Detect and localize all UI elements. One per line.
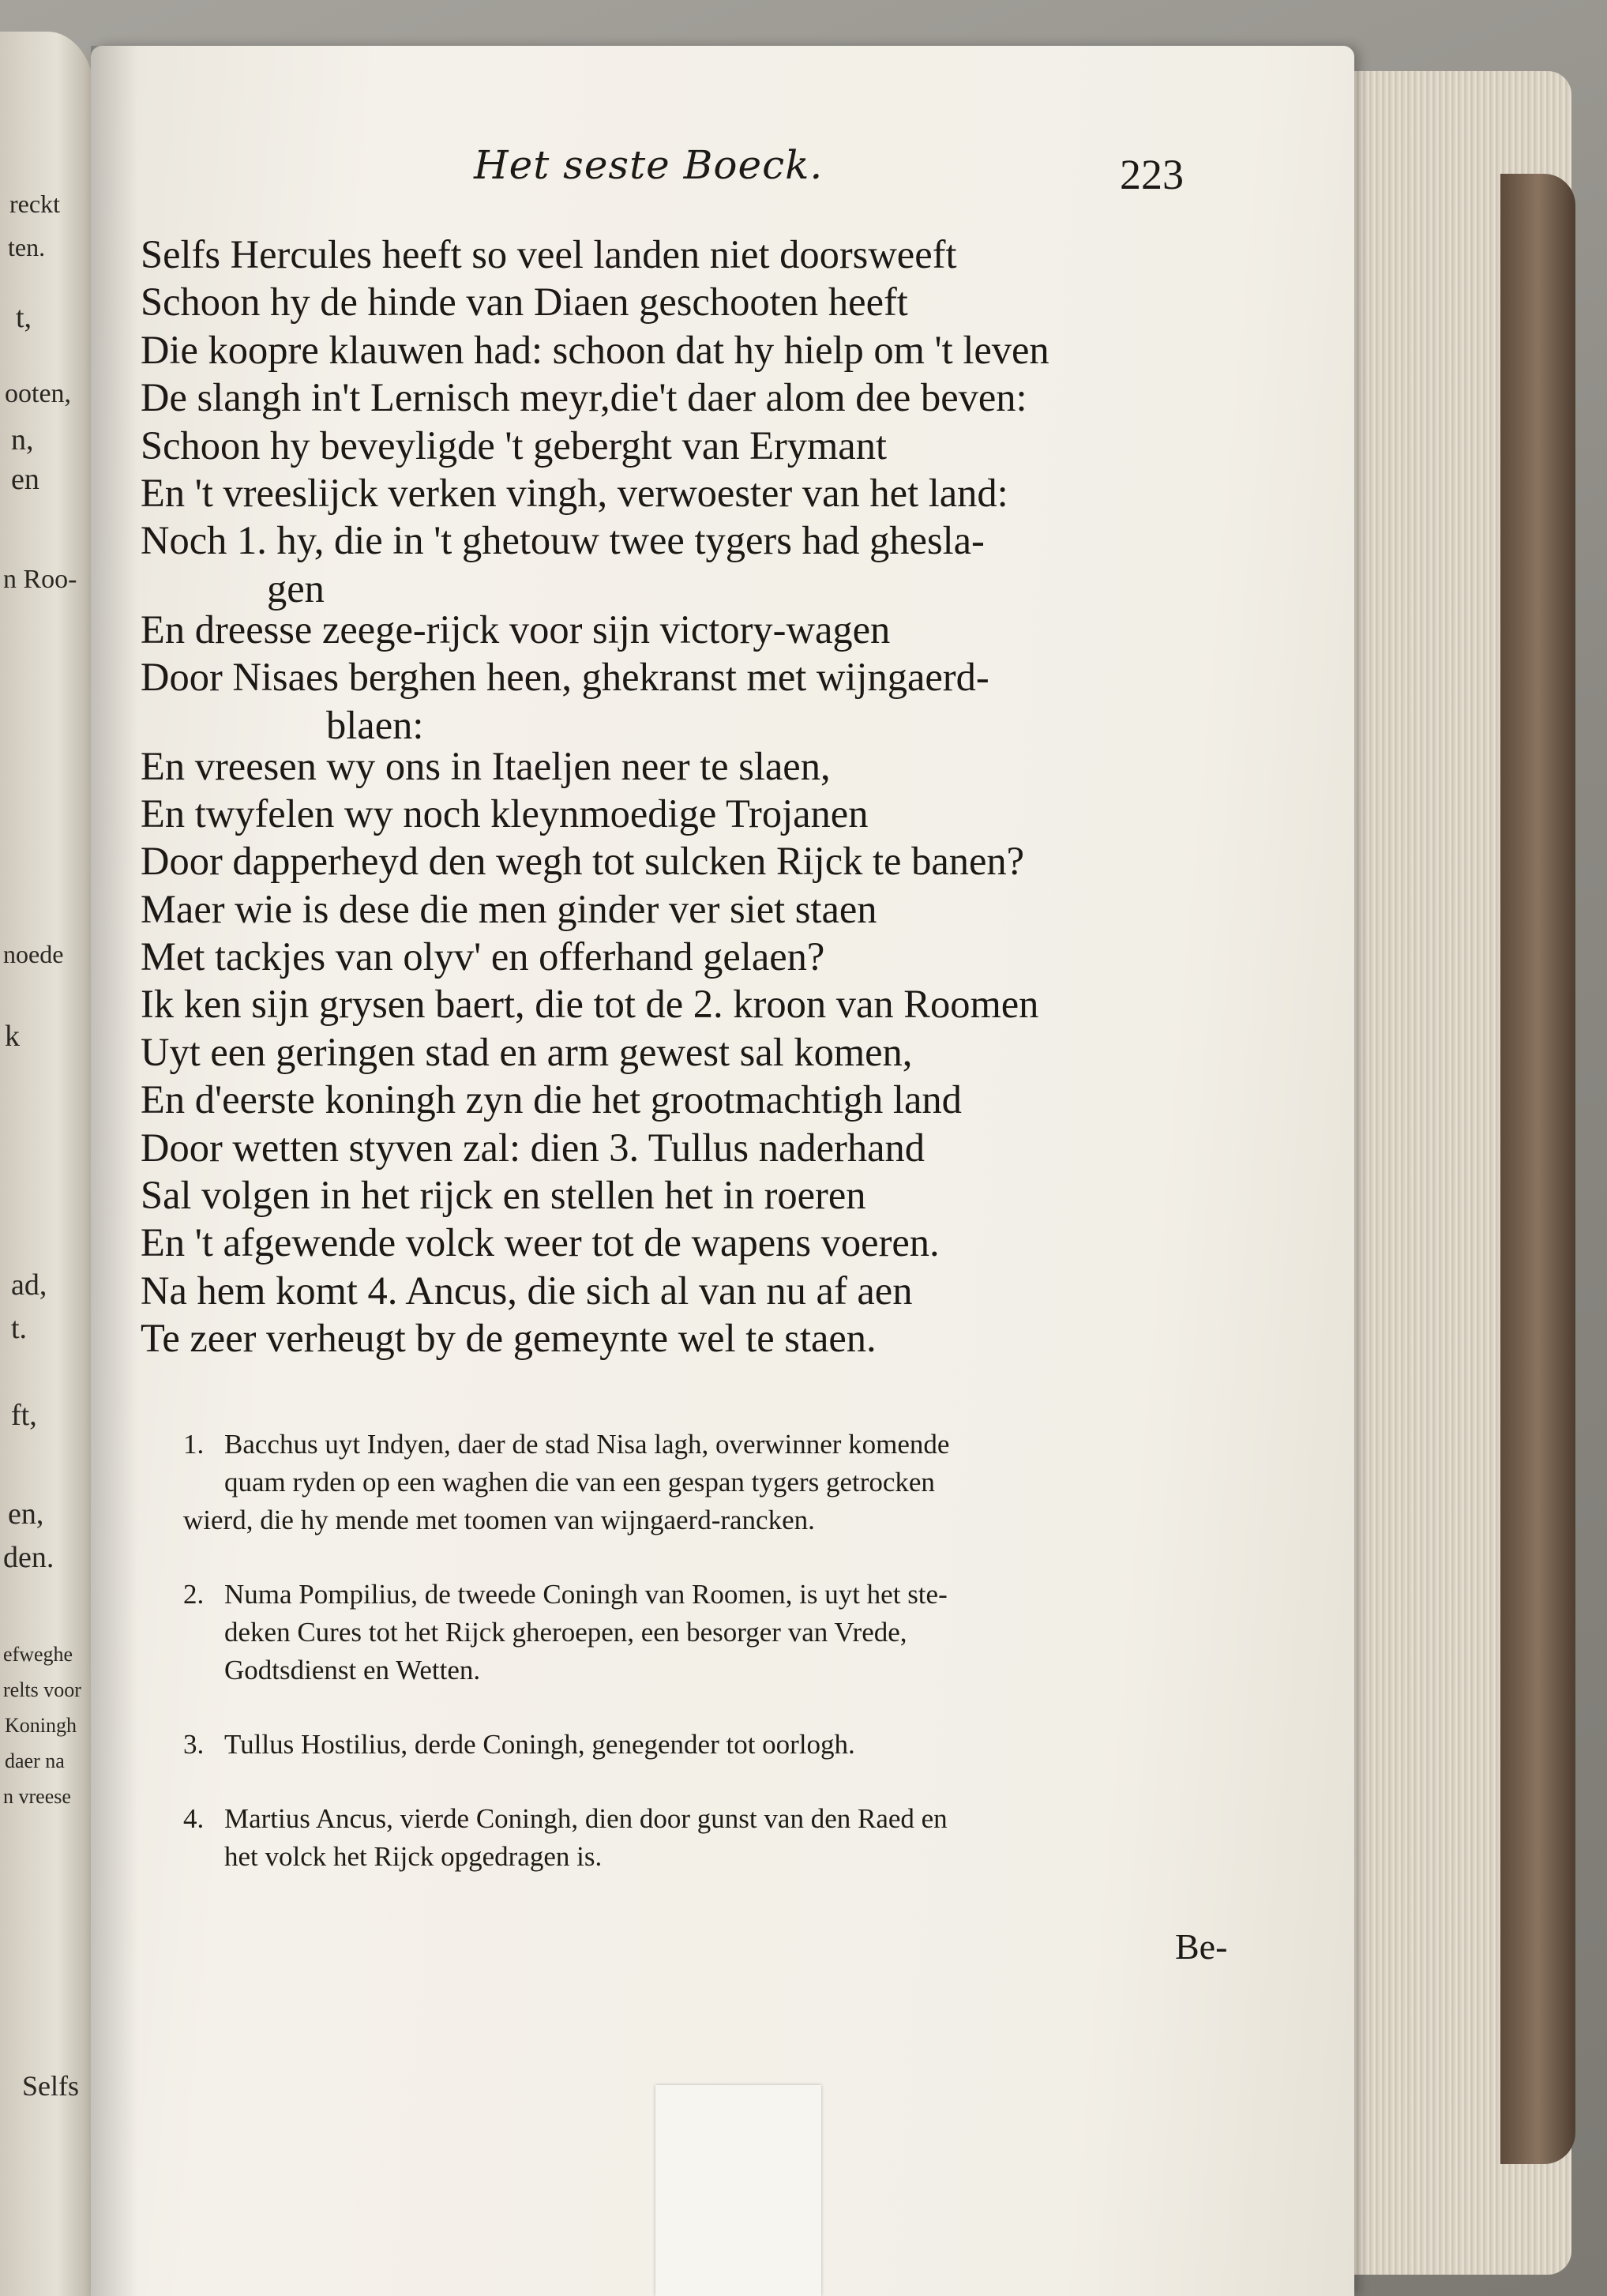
footnote-line: Numa Pompilius, de tweede Coningh van Roomen, is uyt het ste- (224, 1579, 948, 1610)
verse-line: Door dapperheyd den wegh tot sulcken Rijck te banen? (141, 839, 1025, 884)
footnote-line: Martius Ancus, vierde Coningh, dien door gunst van den Raed en (224, 1803, 948, 1834)
footnotes (183, 1426, 1257, 1912)
footnote (183, 1800, 1257, 1876)
verse-line: Door Nisaes berghen heen, ghekranst met wijngaerd- (141, 655, 989, 700)
verse-line: Noch 1. hy, die in 't ghetouw twee tygers had ghesla- (141, 518, 985, 563)
facing-page-fragment: ooten, (5, 379, 72, 408)
facing-page-fragment: n Roo- (3, 565, 77, 594)
verse-line: Schoon hy beveyligde 't geberght van Erymant (141, 423, 888, 468)
facing-page-fragment: noede (3, 940, 64, 968)
facing-page-fragment: reckt (9, 190, 60, 218)
facing-page-fragment: ad, (11, 1268, 47, 1302)
verse-line: Schoon hy de hinde van Diaen geschooten heeft (141, 280, 908, 325)
footnote-line: wierd, die hy mende met toomen van wijngaerd-rancken. (183, 1505, 815, 1535)
footnote (183, 1426, 1257, 1539)
verse-line: Met tackjes van olyv' en offerhand gelaen? (141, 934, 825, 979)
facing-page-fragment: daer na (5, 1749, 65, 1772)
verse-line: Na hem komt 4. Ancus, die sich al van nu af aen (141, 1268, 913, 1313)
verse-line: Uyt een geringen stad en arm gewest sal komen, (141, 1029, 913, 1074)
verse-line: En dreesse zeege-rijck voor sijn victory-wagen (141, 607, 891, 652)
footnote-line: deken Cures tot het Rijck gheroepen, een besorger van Vrede, (224, 1617, 907, 1648)
verse-line: Maer wie is dese die men ginder ver siet staen (141, 886, 877, 931)
verse-line: Selfs Hercules heeft so veel landen niet doorsweeft (141, 232, 957, 276)
facing-page-fragment: ten. (8, 233, 46, 261)
verse-line: De slangh in't Lernisch meyr,die't daer alom dee beven: (141, 375, 1027, 420)
footnote-number: 1. (183, 1429, 205, 1460)
verse-line: En vreesen wy ons in Itaeljen neer te slaen, (141, 743, 831, 788)
facing-page-fragment: t, (16, 301, 32, 334)
footnote-number: 3. (183, 1729, 205, 1760)
facing-page-fragment: k (5, 1020, 20, 1053)
page-number: 223 (1120, 151, 1184, 198)
facing-page-fragment: relts voor (3, 1678, 81, 1701)
facing-page-fragment: n, (11, 423, 34, 457)
footnote (183, 1726, 1257, 1764)
gutter-shadow (91, 46, 138, 2296)
verse-line: Die koopre klauwen had: schoon dat hy hielp om 't leven (141, 327, 1049, 372)
facing-page-fragment: en (11, 463, 39, 496)
verse-line: Sal volgen in het rijck en stellen het in roeren (141, 1173, 866, 1218)
facing-page-fragment: ft, (11, 1399, 37, 1432)
footnote-line: quam ryden op een waghen die van een gespan tygers getrocken (224, 1467, 935, 1497)
footnote (183, 1576, 1257, 1689)
footnote-line: Bacchus uyt Indyen, daer de stad Nisa lagh, overwinner komende (224, 1429, 950, 1460)
verse-line-turnover: gen (267, 566, 325, 611)
catchword: Be- (1175, 1926, 1228, 1967)
facing-page-edge (0, 32, 95, 2296)
facing-page-fragment: t. (11, 1312, 28, 1345)
facing-page-fragment: en, (8, 1497, 44, 1531)
verse-line: Door wetten styven zal: dien 3. Tullus naderhand (141, 1125, 926, 1170)
footnote-number: 2. (183, 1579, 205, 1610)
paper-slip (655, 2085, 821, 2296)
verse-line: En 't vreeslijck verken vingh, verwoester van het land: (141, 470, 1008, 515)
facing-page-fragment: Selfs (22, 2070, 79, 2102)
footnote-line: Godtsdienst en Wetten. (224, 1655, 481, 1685)
verse-line: Te zeer verheugt by de gemeynte wel te staen. (141, 1316, 877, 1361)
facing-page-fragment: den. (3, 1541, 54, 1574)
footnote-line: het volck het Rijck opgedragen is. (224, 1841, 603, 1872)
footnote-line: Tullus Hostilius, derde Coningh, genegender tot oorlogh. (224, 1729, 855, 1760)
footnote-number: 4. (183, 1803, 205, 1834)
running-head: Het seste Boeck. (474, 142, 824, 188)
facing-page-fragment: n vreese (3, 1785, 71, 1808)
verse-line: En 't afgewende volck weer tot de wapens voeren. (141, 1220, 940, 1265)
facing-page-fragment: efweghe (3, 1643, 73, 1666)
verse-line-turnover: blaen: (326, 702, 424, 747)
verse-line: En twyfelen wy noch kleynmoedige Trojanen (141, 791, 869, 836)
book-cover-edge (1500, 174, 1575, 2164)
verse-text (141, 231, 1278, 1362)
verse-line: En d'eerste koningh zyn die het grootmachtigh land (141, 1077, 962, 1122)
facing-page-fragment: Koningh (5, 1714, 77, 1737)
verse-line: Ik ken sijn grysen baert, die tot de 2. kroon van Roomen (141, 982, 1039, 1027)
